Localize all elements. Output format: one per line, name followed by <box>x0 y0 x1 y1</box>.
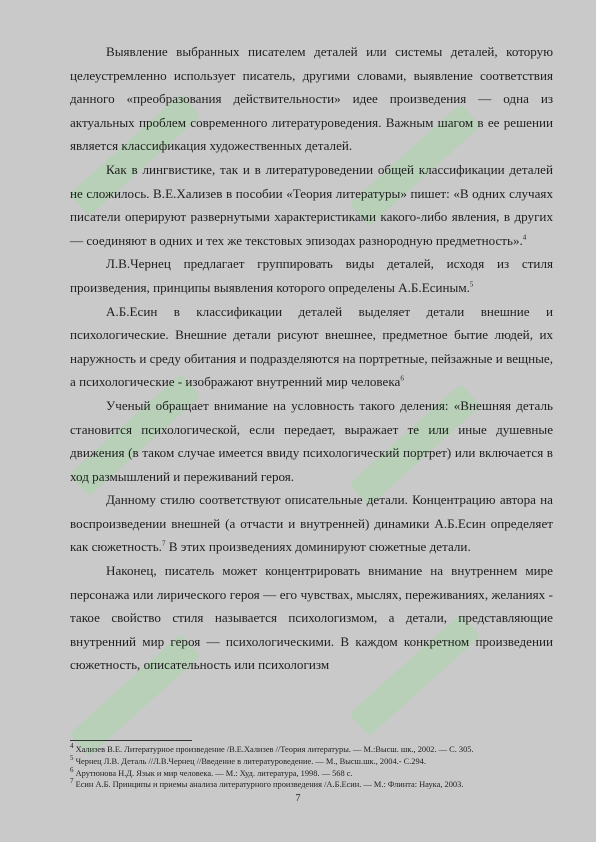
footnote-separator <box>70 740 192 741</box>
footnote: $^5$ Чернец Л.В. Деталь //Л.В.Чернец //Введение в литературоведение. — М., Высш.шк., 2004.- С.294. <box>70 754 426 766</box>
paragraph: Л.В.Чернец предлагает группировать виды деталей, исходя из стиля произведения, принципы выявления которого определены А.Б.Есиным.$^5$ <box>70 256 553 295</box>
paragraph: Ученый обращает внимание на условность такого деления: «Внешняя деталь становится психологической, если передает, выражает те или иные душевные движения (в таком случае имеется ввиду психологический портрет) или включается в ход размышлений и переживаний героя. <box>70 397 553 484</box>
footnote-ref[interactable]: 5 <box>469 280 474 289</box>
footnote: $^7$ Есин А.Б. Принципы и приемы анализа литературного произведения /А.Б.Есин. — М.: Флинта: Наука, 2003. <box>70 777 464 790</box>
footnote-ref[interactable]: 6 <box>400 374 404 383</box>
page-number: 7 <box>295 793 301 804</box>
document-body <box>70 40 553 677</box>
paragraph: А.Б.Есин в классификации деталей выделяет детали внешние и психологические. Внешние детали рисуют внешнее, предметное бытие людей, их наружность и среду обитания и подразделяются на портретные, пейзажные и вещные, а психологические - изображают внутренний мир человека$^6$ <box>70 303 553 390</box>
paragraph: Наконец, писатель может концентрировать внимание на внутреннем мире персонажа или лирического героя — его чувствах, мыслях, переживаниях, желаниях - такое свойство стиля называется психологизмом, а детали, представляющие внутренний мир героя — психологическими. В каждом конкретном произведении сюжетность, описательность или психологизм <box>70 563 553 673</box>
footnotes <box>70 744 553 791</box>
footnote: $^6$ Арутюнова Н.Д. Язык и мир человека. — М.: Худ. литература, 1998. — 568 с. <box>70 765 353 778</box>
paragraph: Данному стилю соответствуют описательные детали. Концентрацию автора на воспроизведении внешней (а отчасти и внутренней) динамики А.Б.Есин определяет как сюжетность.$^7$ В этих произведениях доминируют сюжетные детали. <box>70 492 553 555</box>
footnote-ref[interactable]: 4 <box>522 233 527 242</box>
footnote: $^4$ Хализев В.Е. Литературное произведение /В.Е.Хализев //Теория литературы. — М.:Высш. шк., 2002. — С. 305. <box>70 742 474 754</box>
paragraph: Выявление выбранных писателем деталей или системы деталей, которую целеустремленно использует писатель, другими словами, выявление соответствия данного «преобразования действительности» идее произведения — одна из актуальных проблем современного литературоведения. Важным шагом в ее решении является классификация художественных деталей. <box>70 44 553 154</box>
footnote-ref[interactable]: 7 <box>161 540 166 549</box>
paragraph: Как в лингвистике, так и в литературоведении общей классификации деталей не сложилось. В.Е.Хализев в пособии «Теория литературы» пишет: «В одних случаях писатели оперируют развернутыми характеристиками какого-либо явления, в других — соединяют в одних и тех же текстовых эпизодах разнородную предметность».$^4$ <box>70 161 553 248</box>
